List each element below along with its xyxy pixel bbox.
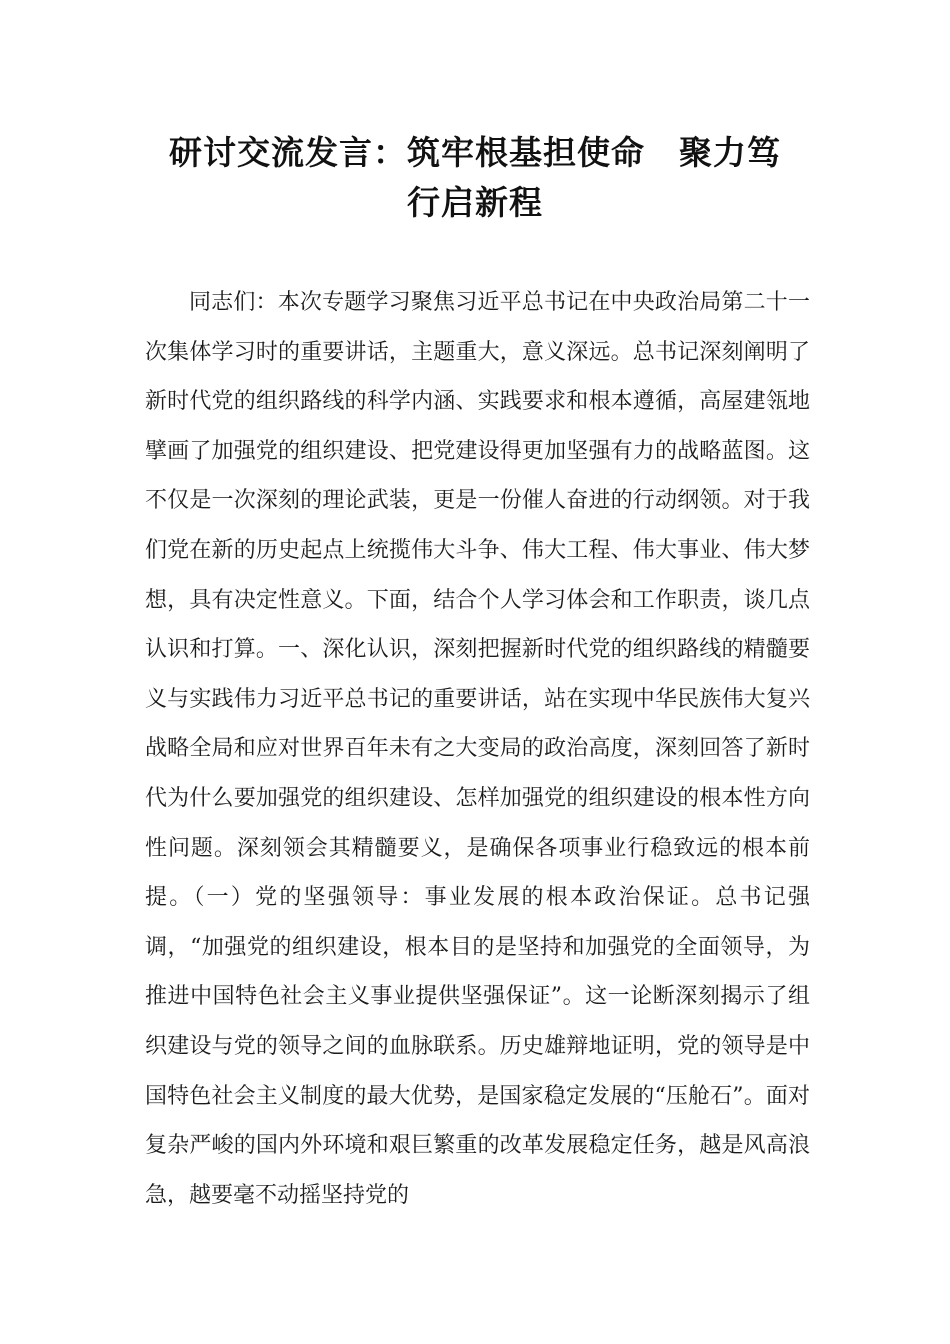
- document-title-line-1: 研讨交流发言：筑牢根基担使命 聚力笃: [169, 133, 781, 172]
- document-title: [140, 128, 810, 228]
- document-body-paragraph: 同志们：本次专题学习聚焦习近平总书记在中央政治局第二十一次集体学习时的重要讲话，主题重大，意义深远。总书记深刻阐明了新时代党的组织路线的科学内涵、实践要求和根本遵循，高屋建瓴地擘画了加强党的组织建设、把党建设得更加坚强有力的战略蓝图。这不仅是一次深刻的理论武装，更是一份催人奋进的行动纲领。对于我们党在新的历史起点上统揽伟大斗争、伟大工程、伟大事业、伟大梦想，具有决定性意义。下面，结合个人学习体会和工作职责，谈几点认识和打算。一、深化认识，深刻把握新时代党的组织路线的精髓要义与实践伟力习近平总书记的重要讲话，站在实现中华民族伟大复兴战略全局和应对世界百年未有之大变局的政治高度，深刻回答了新时代为什么要加强党的组织建设、怎样加强党的组织建设的根本性方向性问题。深刻领会其精髓要义，是确保各项事业行稳致远的根本前提。（一）党的坚强领导：事业发展的根本政治保证。总书记强调，“加强党的组织建设，根本目的是坚持和加强党的全面领导，为推进中国特色社会主义事业提供坚强保证”。这一论断深刻揭示了组织建设与党的领导之间的血脉联系。历史雄辩地证明，党的领导是中国特色社会主义制度的最大优势，是国家稳定发展的“压舱石”。面对复杂严峻的国内外环境和艰巨繁重的改革发展稳定任务，越是风高浪急，越要毫不动摇坚持党的: [145, 290, 810, 1208]
- document-title-line-2: 行启新程: [407, 183, 543, 222]
